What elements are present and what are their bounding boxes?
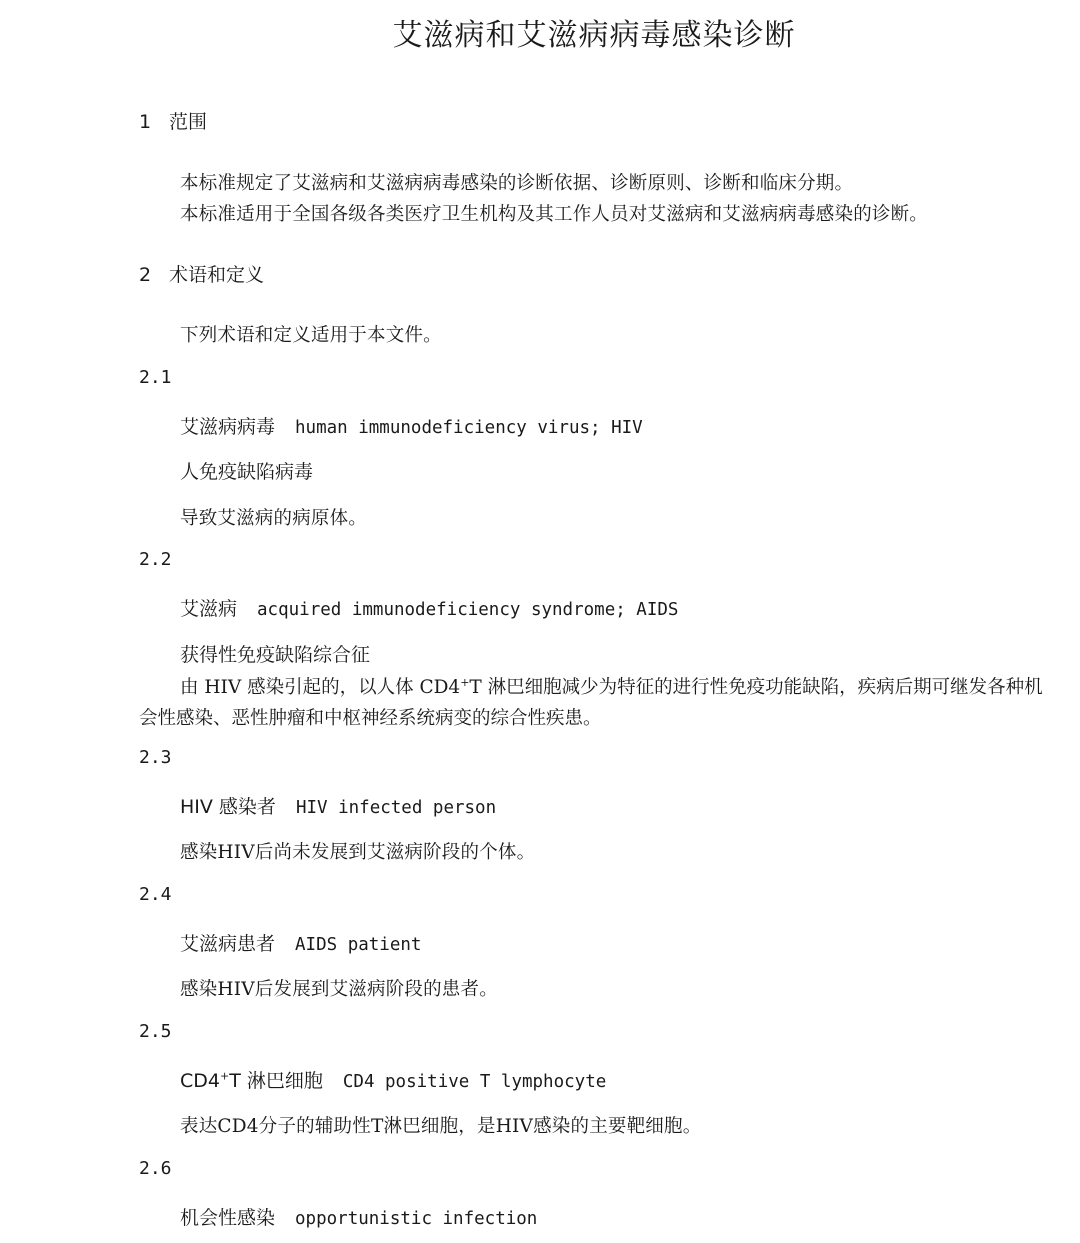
clause-number: 2.1	[139, 367, 172, 388]
term-en: opportunistic infection	[295, 1209, 538, 1229]
term-en: HIV infected person	[295, 798, 497, 818]
term-alt: 人免疫缺陷病毒	[180, 461, 314, 483]
section-number: 2	[139, 264, 152, 286]
term-definition: 感染HIV后尚未发展到艾滋病阶段的个体。	[180, 842, 536, 863]
term-entry	[180, 792, 496, 819]
term-definition: 由 HIV 感染引起的，以人体 CD4+T 淋巴细胞减少为特征的进行性免疫功能缺陷，疾病后期可继发各种机会性感染、恶性肿瘤和中枢神经系统病变的综合性疾患。	[139, 676, 1043, 730]
term-entry	[180, 412, 643, 439]
term-definition: 感染HIV后发展到艾滋病阶段的患者。	[180, 979, 498, 1000]
term-en: CD4 positive T lymphocyte	[342, 1072, 607, 1092]
terms-intro: 下列术语和定义适用于本文件。	[180, 325, 442, 346]
page-title: 艾滋病和艾滋病病毒感染诊断	[392, 18, 796, 53]
term-entry	[180, 594, 678, 621]
clause-number: 2.4	[139, 884, 172, 905]
term-entry	[180, 1066, 606, 1093]
term-en: human immunodeficiency virus; HIV	[295, 418, 643, 438]
term-definition: 表达CD4分子的辅助性T淋巴细胞，是HIV感染的主要靶细胞。	[180, 1116, 702, 1137]
term-zh: HIV 感染者	[180, 796, 276, 818]
term-zh: 艾滋病患者	[180, 933, 276, 955]
section-heading-terms	[139, 260, 264, 287]
term-zh: 艾滋病病毒	[180, 416, 276, 438]
term-entry	[180, 929, 421, 956]
clause-number: 2.2	[139, 549, 172, 570]
section-title: 范围	[169, 111, 208, 133]
term-definition: 导致艾滋病的病原体。	[180, 508, 368, 529]
clause-number: 2.3	[139, 747, 172, 768]
term-entry	[180, 1203, 537, 1230]
section-number: 1	[139, 111, 152, 133]
section-title: 术语和定义	[169, 264, 265, 286]
term-zh: 机会性感染	[180, 1207, 276, 1229]
scope-paragraph-2: 本标准适用于全国各级各类医疗卫生机构及其工作人员对艾滋病和艾滋病病毒感染的诊断。	[180, 204, 929, 225]
section-heading-scope	[139, 107, 207, 134]
term-zh: CD4+T 淋巴细胞	[180, 1069, 323, 1092]
clause-number: 2.6	[139, 1158, 172, 1179]
term-en: acquired immunodeficiency syndrome; AIDS	[257, 600, 679, 620]
clause-number: 2.5	[139, 1021, 172, 1042]
term-alt: 获得性免疫缺陷综合征	[180, 644, 371, 666]
term-zh: 艾滋病	[180, 598, 238, 620]
scope-paragraph-1: 本标准规定了艾滋病和艾滋病病毒感染的诊断依据、诊断原则、诊断和临床分期。	[180, 173, 854, 194]
term-en: AIDS patient	[295, 935, 422, 955]
